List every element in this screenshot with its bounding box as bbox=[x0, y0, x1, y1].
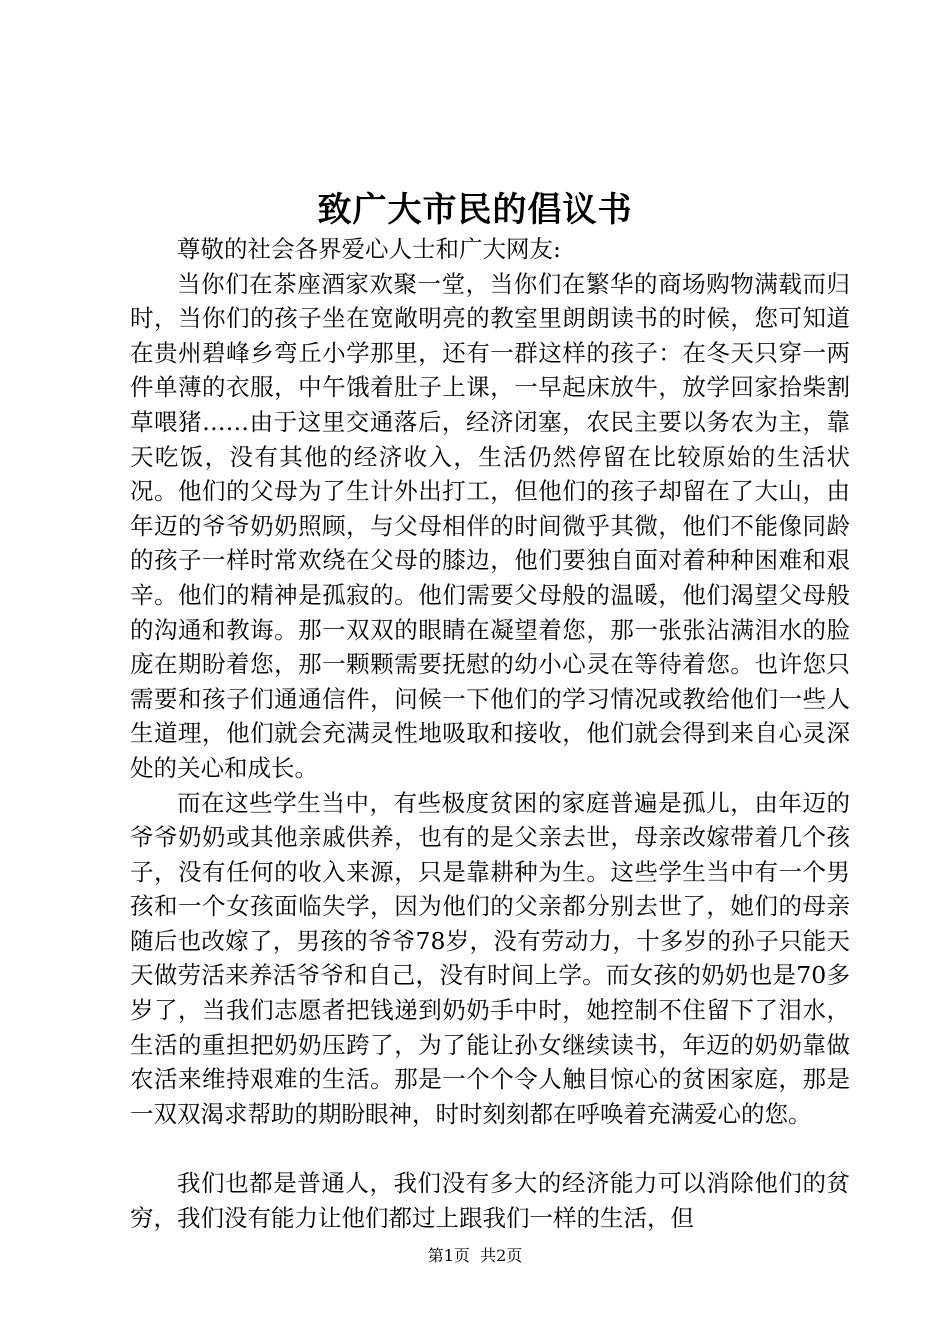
document-body bbox=[130, 232, 850, 1235]
paragraph-gap bbox=[130, 1131, 850, 1166]
document-title: 致广大市民的倡议书 bbox=[317, 190, 633, 230]
salutation: 尊敬的社会各界爱心人士和广大网友: bbox=[177, 235, 561, 263]
page-number: 第1页 共2页 bbox=[427, 1246, 523, 1265]
paragraph-2: 而在这些学生当中，有些极度贫困的家庭普遍是孤儿，由年迈的爷爷奶奶或其他亲戚供养，也有的是父亲去世，母亲改嫁带着几个孩子，没有任何的收入来源，只是靠耕种为生。这些学生当中有一个男孩和一个女孩面临失学，因为他们的父亲都分别去世了，她们的母亲随后也改嫁了，男孩的爷爷78岁，没有劳动力，十多岁的孙子只能天天做劳活来养活爷爷和自己，没有时间上学。而女孩的奶奶也是70多岁了，当我们志愿者把钱递到奶奶手中时，她控制不住留下了泪水，生活的重担把奶奶压跨了，为了能让孙女继续读书，年迈的奶奶靠做农活来维持艰难的生活。那是一个个令人触目惊心的贫困家庭，那是一双双渴求帮助的期盼眼神，时时刻刻都在呼唤着充满爱心的您。 bbox=[130, 788, 850, 1128]
page-footer bbox=[0, 1244, 950, 1268]
paragraph-3: 我们也都是普通人，我们没有多大的经济能力可以消除他们的贫穷，我们没有能力让他们都过上跟我们一样的生活，但 bbox=[130, 1169, 850, 1232]
paragraph-1: 当你们在茶座酒家欢聚一堂，当你们在繁华的商场购物满载而归时，当你们的孩子坐在宽敞明亮的教室里朗朗读书的时候，您可知道在贵州碧峰乡弯丘小学那里，还有一群这样的孩子：在冬天只穿一两件单薄的衣服，中午饿着肚子上课，一早起床放牛，放学回家拾柴割草喂猪……由于这里交通落后，经济闭塞，农民主要以务农为主，靠天吃饭，没有其他的经济收入，生活仍然停留在比较原始的生活状况。他们的父母为了生计外出打工，但他们的孩子却留在了大山，由年迈的爷爷奶奶照顾，与父母相伴的时间微乎其微，他们不能像同龄的孩子一样时常欢绕在父母的膝边，他们要独自面对着种种困难和艰辛。他们的精神是孤寂的。他们需要父母般的温暖，他们渴望父母般的沟通和教诲。那一双双的眼睛在凝望着您，那一张张沾满泪水的脸庞在期盼着您，那一颗颗需要抚慰的幼小心灵在等待着您。也许您只需要和孩子们通通信件，问候一下他们的学习情况或教给他们一些人生道理，他们就会充满灵性地吸取和接收，他们就会得到来自心灵深处的关心和成长。 bbox=[130, 269, 850, 782]
